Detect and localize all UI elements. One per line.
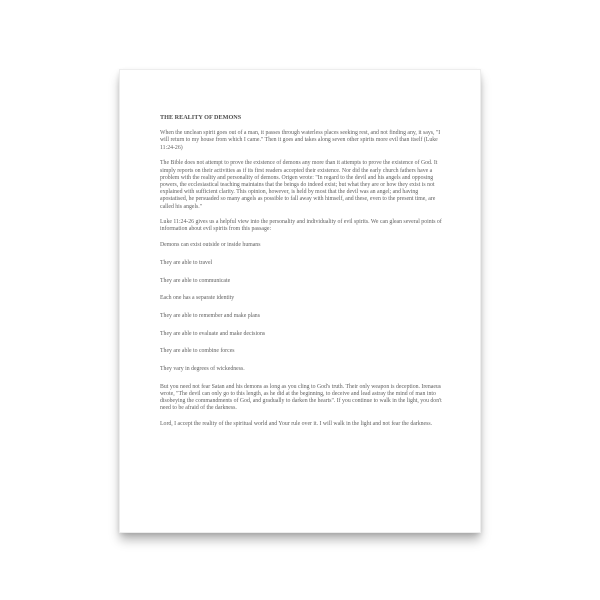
document-page (120, 70, 480, 532)
list-item: They are able to combine forces (160, 348, 235, 355)
intro-paragraph: The Bible does not attempt to prove the existence of demons any more than it attempts to prove the existence of God. It simply reports on their activities as if its first readers accepted their existence. Nor did the early church fathers have a problem with the reality and personality of demons. Origen wrote: "In regard to the devil and his angels and opposing powers, the ecclesiastical teaching maintains that the beings do indeed exist; but what they are or how they exist is not explained with sufficient clarity. This opinion, however, is held by most that the devil was an angel; and having apostatised, he persuaded so many angels as possible to fall away with himself, and these, even to the present time, are called his angels." (160, 160, 438, 210)
list-item: They are able to communicate (160, 277, 231, 284)
intro-paragraph: When the unclean spirit goes out of a man, it passes through waterless places seeking rest, and not finding any, it says, "I will return to my house from which I came." Then it goes and takes along seven other spirits more evil than itself (Luke 11:24-26) (160, 130, 441, 151)
intro-paragraph: Luke 11:24-26 gives us a helpful view into the personality and individuality of evil spirits. We can glean several points of information about evil spirits from this passage: (160, 219, 442, 233)
closing-paragraph: But you need not fear Satan and his demons as long as you cling to God's truth. Their only weapon is deception. Irenaeus wrote, "The devil can only go to this length, as he did at the beginning, to deceive and lead astray the mind of man into disobeying the commandments of God, and gradually to darken the hearts". If you continue to walk in the light, you don't need to be afraid of the darkness. (160, 383, 442, 412)
list-item: They are able to remember and make plans (160, 312, 260, 319)
list-item: They are able to evaluate and make decisions (160, 330, 266, 337)
document-title: THE REALITY OF DEMONS (160, 114, 242, 121)
prayer-paragraph: Lord, I accept the reality of the spiritual world and Your rule over it. I will walk in the light and not fear the darkness. (160, 421, 433, 428)
list-item: Each one has a separate identity (160, 295, 235, 302)
document-body (160, 114, 442, 437)
list-item: Demons can exist outside or inside humans (160, 242, 261, 249)
list-item: They vary in degrees of wickedness. (160, 366, 245, 373)
list-item: They are able to travel (160, 259, 213, 266)
